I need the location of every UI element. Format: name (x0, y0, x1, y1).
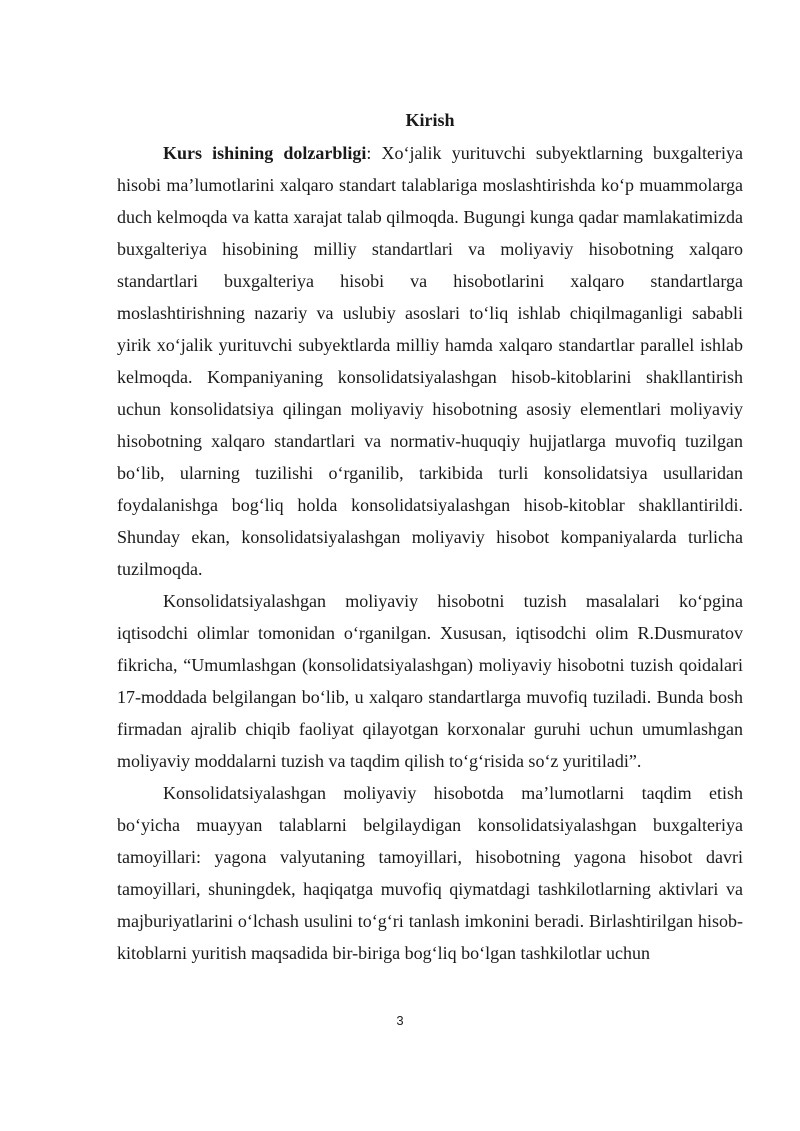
paragraph-text: Konsolidatsiyalashgan moliyaviy hisobotni tuzish masalalari ko‘pgina iqtisodchi olimlar tomonidan o‘rganilgan. Xususan, iqtisodchi olim R.Dusmuratov fikricha, “Umumlashgan (konsolidatsiyalashgan) moliyaviy hisobotni tuzish qoidalari 17-moddada belgilangan bo‘lib, u xalqaro standartlarga muvofiq tuziladi. Bunda bosh firmadan ajralib chiqib faoliyat qilayotgan korxonalar guruhi uchun umumlashgan moliyaviy moddalarni tuzish va taqdim qilish to‘g‘risida so‘z yuritiladi”. (117, 591, 743, 771)
page-number: 3 (396, 1013, 404, 1028)
section-title: Kirish (405, 110, 455, 130)
paragraph-lead: Kurs ishining dolzarbligi (163, 143, 367, 163)
paragraph-text: : Xo‘jalik yurituvchi subyektlarning buxgalteriya hisobi ma’lumotlarini xalqaro standart talablariga moslashtirishda ko‘p muammolarga duch kelmoqda va katta xarajat talab qilmoqda. Bugungi kunga qadar mamlakatimizda buxgalteriya hisobining milliy standartlari va moliyaviy hisobotning xalqaro standartlari buxgalteriya hisobi va hisobotlarini xalqaro standartlarga moslashtirishning nazariy va uslubiy asoslari to‘liq ishlab chiqilmaganligi sababli yirik xo‘jalik yurituvchi subyektlarda milliy hamda xalqaro standartlar parallel ishlab kelmoqda. Kompaniyaning konsolidatsiyalashgan hisob-kitoblarini shakllantirish uchun konsolidatsiya qilingan moliyaviy hisobotning asosiy elementlari moliyaviy hisobotning xalqaro standartlari va normativ-huquqiy hujjatlarga muvofiq tuzilgan bo‘lib, ularning tuzilishi o‘rganilib, tarkibida turli konsolidatsiya usullaridan foydalanishga bog‘liq holda konsolidatsiyalashgan hisob-kitoblar shakllantirildi. Shunday ekan, konsolidatsiyalashgan moliyaviy hisobot kompaniyalarda turlicha tuzilmoqda. (117, 143, 743, 579)
paragraph-1 (117, 137, 743, 585)
document-page (117, 106, 743, 969)
paragraph-3 (117, 777, 743, 969)
paragraph-2 (117, 585, 743, 777)
paragraph-text: Konsolidatsiyalashgan moliyaviy hisobotda ma’lumotlarni taqdim etish bo‘yicha muayyan talablarni belgilaydigan konsolidatsiyalashgan buxgalteriya tamoyillari: yagona valyutaning tamoyillari, hisobotning yagona hisobot davri tamoyillari, shuningdek, haqiqatga muvofiq qiymatdagi tashkilotlarning aktivlari va majburiyatlarini o‘lchash usulini to‘g‘ri tanlash imkonini beradi. Birlashtirilgan hisob-kitoblarni yuritish maqsadida bir-biriga bog‘liq bo‘lgan tashkilotlar uchun (117, 783, 743, 963)
